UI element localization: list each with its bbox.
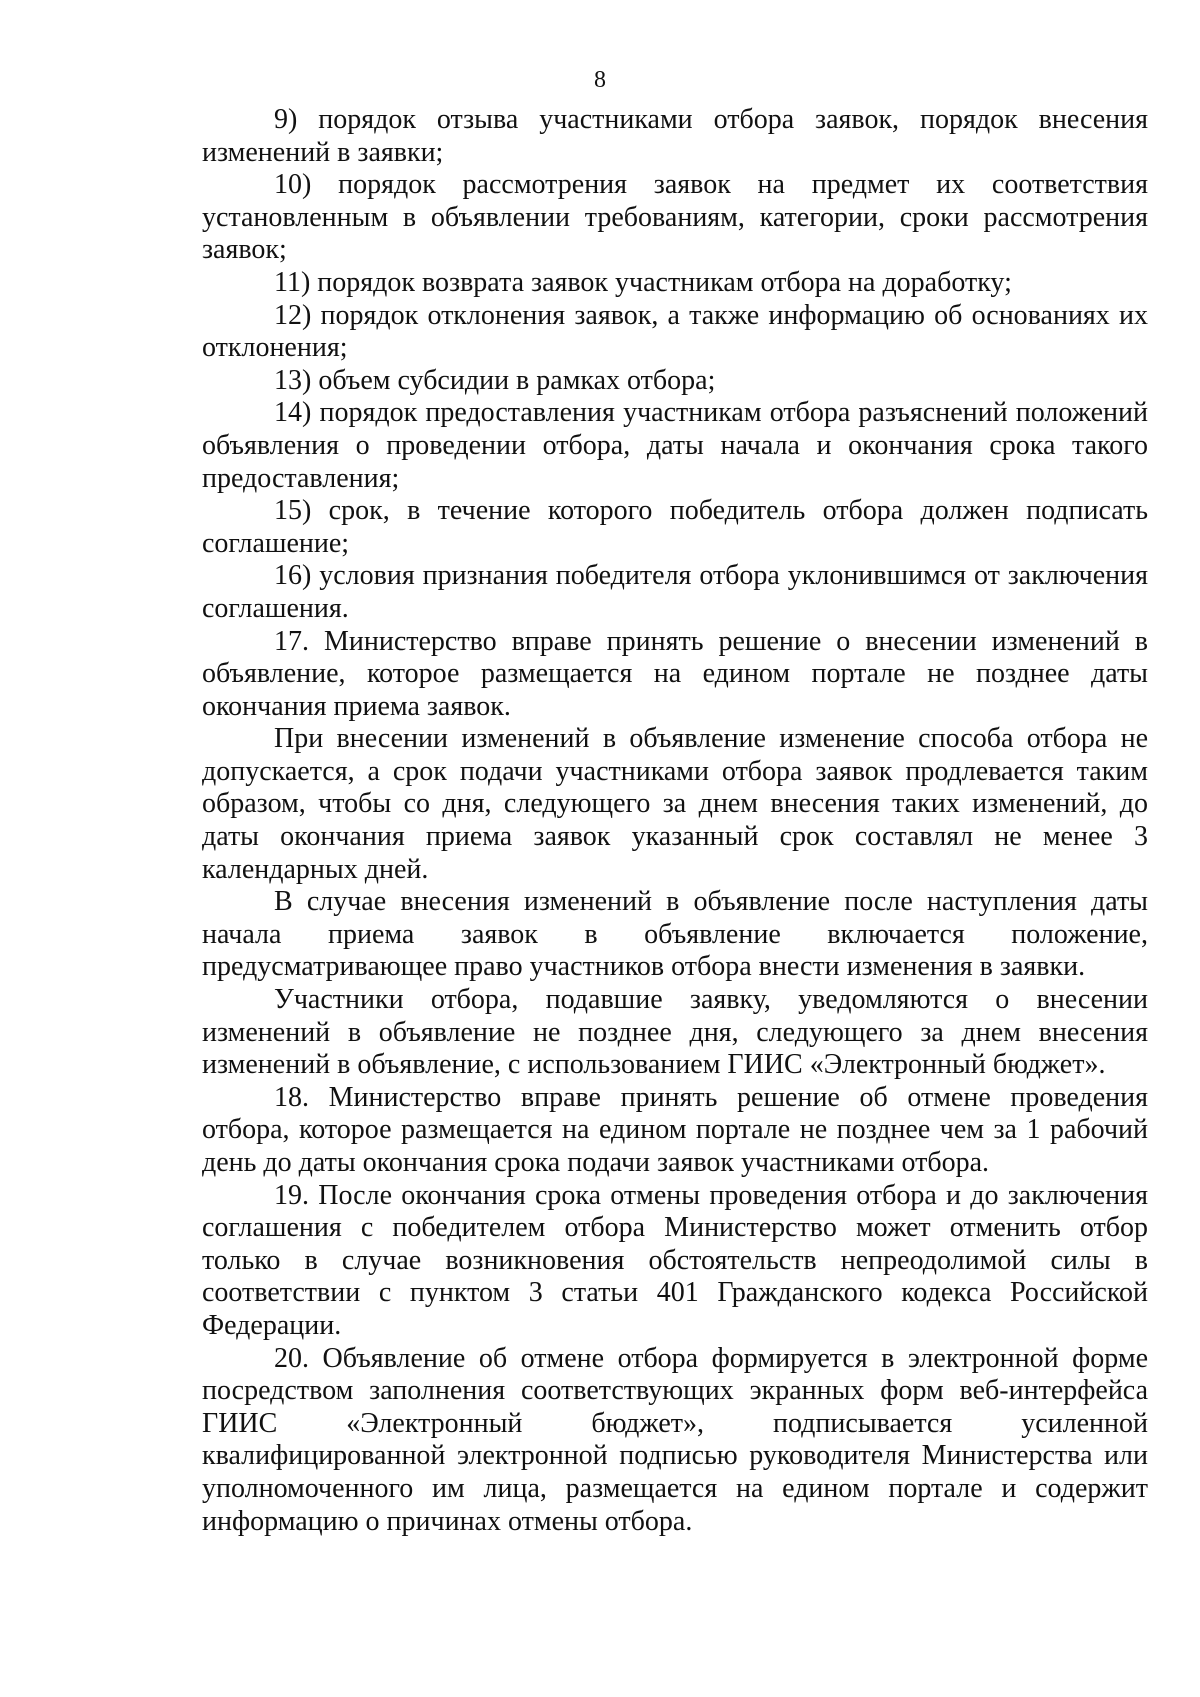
paragraph-item-14: 14) порядок предоставления участникам отбора разъяснений положений объявления о проведении отбора, даты начала и окончания срока такого предоставления; (202, 397, 1148, 494)
page-number: 8 (594, 67, 606, 93)
paragraph-clause-17-after-start: В случае внесения изменений в объявление после наступления даты начала приема заявок в объявление включается положение, предусматривающее право участников отбора внести изменения в заявки. (202, 886, 1148, 983)
paragraph-clause-17: 17. Министерство вправе принять решение о внесении изменений в объявление, которое размещается на едином портале не позднее даты окончания приема заявок. (202, 625, 1148, 722)
paragraph-item-16: 16) условия признания победителя отбора уклонившимся от заключения соглашения. (202, 560, 1148, 624)
paragraph-clause-17-notification: Участники отбора, подавшие заявку, уведомляются о внесении изменений в объявление не позднее дня, следующего за днем внесения изменений в объявление, с использованием ГИИС «Электронный бюджет». (202, 984, 1148, 1081)
paragraph-clause-18: 18. Министерство вправе принять решение об отмене проведения отбора, которое размещается на едином портале не позднее чем за 1 рабочий день до даты окончания срока подачи заявок участниками отбора. (202, 1081, 1148, 1178)
paragraph-item-15: 15) срок, в течение которого победитель отбора должен подписать соглашение; (202, 495, 1148, 559)
paragraph-clause-17-changes: При внесении изменений в объявление изменение способа отбора не допускается, а срок подачи участниками отбора заявок продлевается таким образом, чтобы со дня, следующего за днем внесения таких изменений, до даты окончания приема заявок указанный срок составлял не менее 3 календарных дней. (202, 723, 1148, 885)
paragraph-clause-19: 19. После окончания срока отмены проведения отбора и до заключения соглашения с победителем отбора Министерство может отменить отбор только в случае возникновения обстоятельств непреодолимой силы в соответствии с пунктом 3 статьи 401 Гражданского кодекса Российской Федерации. (202, 1179, 1148, 1341)
paragraph-item-13: 13) объем субсидии в рамках отбора; (274, 364, 716, 396)
paragraph-item-10: 10) порядок рассмотрения заявок на предмет их соответствия установленным в объявлении требованиям, категории, сроки рассмотрения заявок; (202, 169, 1148, 266)
paragraph-item-12: 12) порядок отклонения заявок, а также информацию об основаниях их отклонения; (202, 299, 1148, 364)
paragraph-item-9: 9) порядок отзыва участниками отбора заявок, порядок внесения изменений в заявки; (202, 104, 1148, 168)
paragraph-item-11: 11) порядок возврата заявок участникам отбора на доработку; (274, 266, 1012, 298)
document-body (202, 104, 1148, 1538)
paragraph-clause-20: 20. Объявление об отмене отбора формируется в электронной форме посредством заполнения соответствующих экранных форм веб-интерфейса ГИИС «Электронный бюджет», подписывается усиленной квалифицированной электронной подписью руководителя Министерства или уполномоченного им лица, размещается на едином портале и содержит информацию о причинах отмены отбора. (202, 1342, 1148, 1537)
